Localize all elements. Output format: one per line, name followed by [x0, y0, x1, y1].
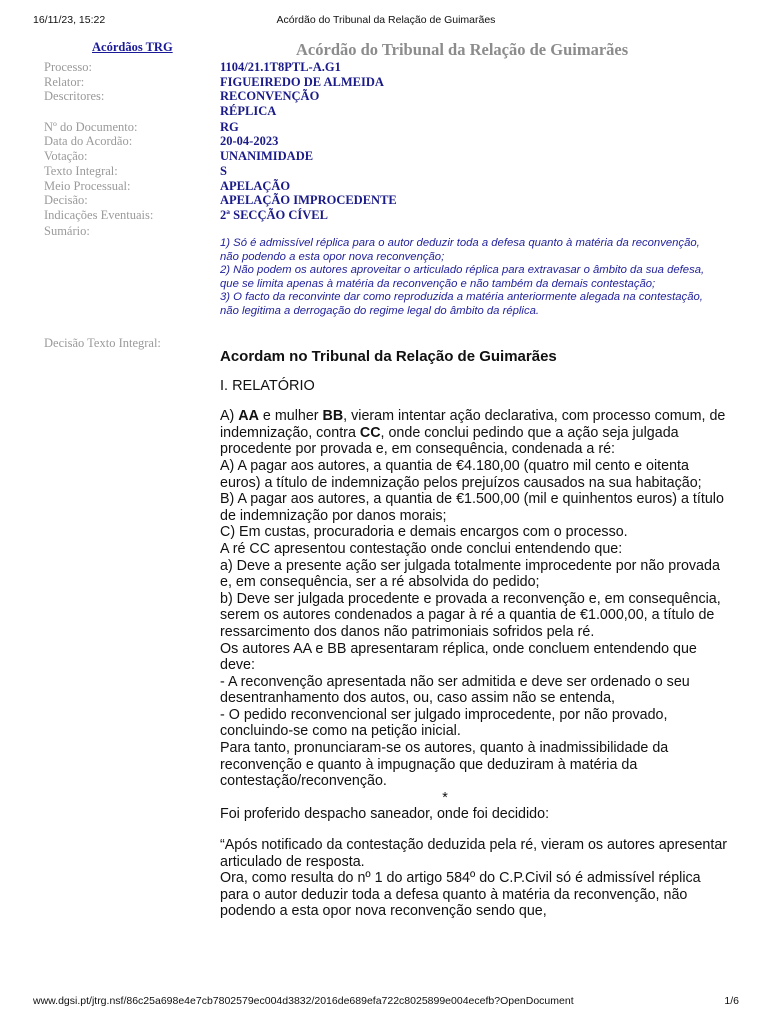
label-decisao-texto-integral: Decisão Texto Integral: [44, 336, 161, 350]
value-indicacoes: 2ª SECÇÃO CÍVEL [220, 208, 328, 222]
value-decisao: APELAÇÃO IMPROCEDENTE [220, 193, 397, 207]
despacho-line: Foi proferido despacho saneador, onde foi decidido: [220, 806, 550, 823]
separator-star: * [442, 789, 448, 806]
value-descritor-2: RÉPLICA [220, 104, 277, 118]
label-indicacoes: Indicações Eventuais: [44, 208, 154, 222]
print-header [33, 14, 739, 30]
text-line: Os autores AA e BB apresentaram réplica, onde concluem entendendo que deve: [220, 640, 697, 674]
sumario-item: 1) Só é admissível réplica para o autor deduzir toda a defesa quanto à matéria da reconvenção, não podendo a esta opor nova reconvenção; [220, 237, 700, 263]
value-votacao: UNANIMIDADE [220, 149, 314, 163]
value-processo: 1104/21.1T8PTL-A.G1 [220, 60, 341, 74]
decision-heading: Acordam no Tribunal da Relação de Guimarães [220, 348, 557, 365]
value-data-acordao: 20-04-2023 [220, 134, 279, 148]
section-heading: I. RELATÓRIO [220, 377, 315, 394]
label-sumario: Sumário: [44, 224, 90, 238]
value-texto-integral: S [220, 164, 227, 178]
sumario-item: 2) Não podem os autores aproveitar o articulado réplica para extravasar o âmbito da sua defesa, que se limita apenas à matéria da reconvenção e não também da demais contestação; [220, 264, 705, 290]
label-relator: Relator: [44, 75, 85, 89]
text-line: - A reconvenção apresentada não ser admitida e deve ser ordenado o seu desentranhamento dos autos, ou, caso assim não se entenda, [220, 673, 690, 707]
text-line: A ré CC apresentou contestação onde conclui entendendo que: [220, 540, 623, 557]
value-meio-processual: APELAÇÃO [220, 179, 291, 193]
text-line: B) A pagar aos autores, a quantia de €1.500,00 (mil e quinhentos euros) a título de indemnização por danos morais; [220, 491, 724, 524]
value-descritor-1: RECONVENÇÃO [220, 89, 320, 103]
text-line: A) A pagar aos autores, a quantia de €4.180,00 (quatro mil cento e oitenta euros) a título de indemnização pelos prejuízos causados na sua habitação; [220, 457, 702, 491]
print-url: www.dgsi.pt/jtrg.nsf/86c25a698e4e7cb7802579ec004d3832/2016de689efa722c8025899e004ecefb?OpenDocument [33, 995, 574, 1007]
print-footer [33, 995, 739, 1011]
sumario-item: 3) O facto da reconvinte dar como reproduzida a matéria anteriormente alegada na contestação, não legitima a derrogação do regime legal do âmbito da réplica. [220, 291, 703, 317]
label-decisao: Decisão: [44, 193, 88, 207]
label-meio-processual: Meio Processual: [44, 179, 131, 193]
label-texto-integral: Texto Integral: [44, 164, 118, 178]
page-title: Acórdão do Tribunal da Relação de Guimarães [296, 40, 629, 59]
text-line: b) Deve ser julgada procedente e provada a reconvenção e, em consequência, serem os autores condenados a pagar à ré a quantia de €1.000,00, a título de ressarcimento dos danos não patrimoniais sofridos pela ré. [220, 590, 721, 640]
label-descritores: Descritores: [44, 89, 105, 103]
intro-paragraph: A) AA e mulher BB, vieram intentar ação declarativa, com processo comum, de indemnização, contra CC, onde conclui pedindo que a ação seja julgada procedente por provada e, em consequência, condenada a ré: [220, 408, 726, 458]
label-processo: Processo: [44, 60, 92, 74]
label-num-documento: Nº do Documento: [44, 120, 138, 134]
quote-line: “Após notificado da contestação deduzida pela ré, vieram os autores apresentar articulado de resposta. [220, 837, 728, 870]
print-title: Acórdão do Tribunal da Relação de Guimarães [276, 14, 496, 26]
label-votacao: Votação: [44, 149, 88, 163]
decision-full-text [220, 349, 730, 920]
label-data-acordao: Data do Acordão: [44, 134, 133, 148]
acordaos-trg-link[interactable]: Acórdãos TRG [92, 40, 173, 54]
text-line: - O pedido reconvencional ser julgado improcedente, por não provado, concluindo-se como na petição inicial. [220, 706, 668, 740]
party-cc: CC [359, 424, 381, 441]
party-bb: BB [322, 408, 344, 425]
party-aa: AA [238, 408, 259, 425]
text-line: Para tanto, pronunciaram-se os autores, quanto à inadmissibilidade da reconvenção e quanto à impugnação que deduziram à matéria da contestação/reconvenção. [220, 740, 669, 790]
print-datetime: 16/11/23, 15:22 [33, 14, 106, 26]
quote-line: Ora, como resulta do nº 1 do artigo 584º do C.P.Civil só é admissível réplica para o autor deduzir toda a defesa quanto à matéria da reconvenção, não podendo a esta opor nova reconvenção sendo que, [220, 870, 701, 920]
text-line: a) Deve a presente ação ser julgada totalmente improcedente por não provada e, em consequência, ser a ré absolvida do pedido; [220, 557, 720, 591]
sumario-text [220, 237, 720, 319]
text-line: C) Em custas, procuradoria e demais encargos com o processo. [220, 524, 628, 541]
value-relator: FIGUEIREDO DE ALMEIDA [220, 75, 384, 89]
page-number: 1/6 [724, 995, 739, 1007]
value-num-documento: RG [220, 120, 239, 134]
